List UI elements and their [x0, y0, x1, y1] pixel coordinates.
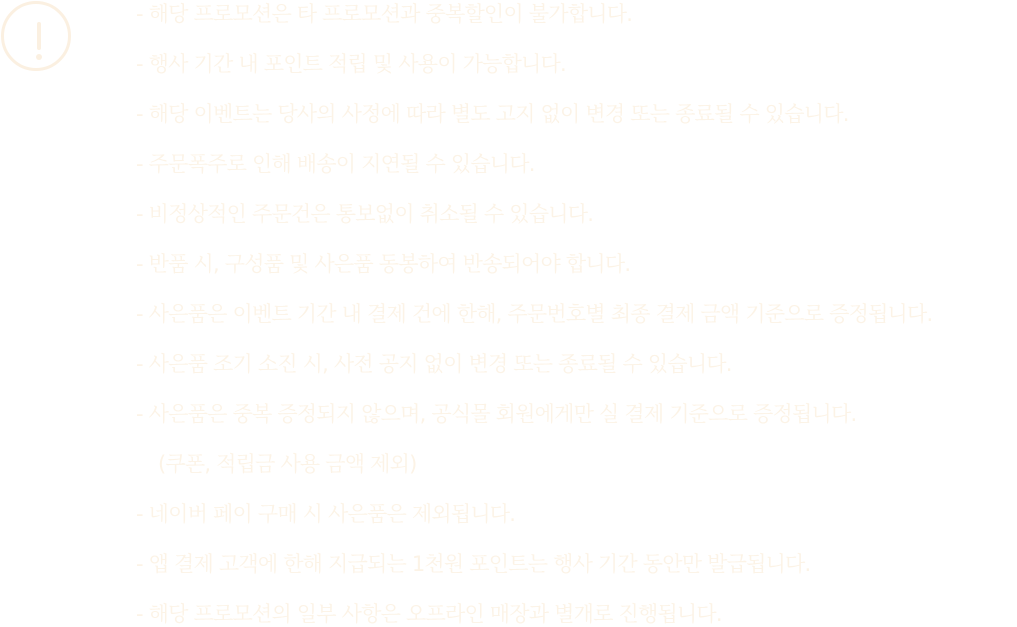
exclamation-bar — [37, 22, 41, 50]
notice-item: - 네이버 페이 구매 시 사은품은 제외됩니다. — [136, 502, 516, 526]
notice-item: - 비정상적인 주문건은 통보없이 취소될 수 있습니다. — [136, 202, 594, 226]
notice-item: - 행사 기간 내 포인트 적립 및 사용이 가능합니다. — [136, 52, 566, 76]
notice-item: - 앱 결제 고객에 한해 지급되는 1천원 포인트는 행사 기간 동안만 발급됩니다. — [136, 552, 811, 576]
notice-item: - 사은품은 중복 증정되지 않으며, 공식몰 회원에게만 실 결제 기준으로 증정됩니다. — [136, 402, 857, 426]
notice-item: - 사은품 조기 소진 시, 사전 공지 없이 변경 또는 종료될 수 있습니다. — [136, 352, 732, 376]
notice-item: - 사은품은 이벤트 기간 내 결제 건에 한해, 주문번호별 최종 결제 금액 기준으로 증정됩니다. — [136, 302, 933, 326]
exclamation-dot — [36, 54, 42, 60]
notice-item: - 반품 시, 구성품 및 사은품 동봉하여 반송되어야 합니다. — [136, 252, 631, 276]
exclamation-circle-icon — [1, 1, 71, 71]
notice-item-note: (쿠폰, 적립금 사용 금액 제외) — [158, 452, 417, 476]
notice-item: - 해당 프로모션은 타 프로모션과 중복할인이 불가합니다. — [136, 2, 633, 26]
notice-item: - 해당 이벤트는 당사의 사정에 따라 별도 고지 없이 변경 또는 종료될 수 있습니다. — [136, 102, 849, 126]
notice-item: - 주문폭주로 인해 배송이 지연될 수 있습니다. — [136, 152, 535, 176]
notice-item: - 해당 프로모션의 일부 사항은 오프라인 매장과 별개로 진행됩니다. — [136, 602, 722, 626]
